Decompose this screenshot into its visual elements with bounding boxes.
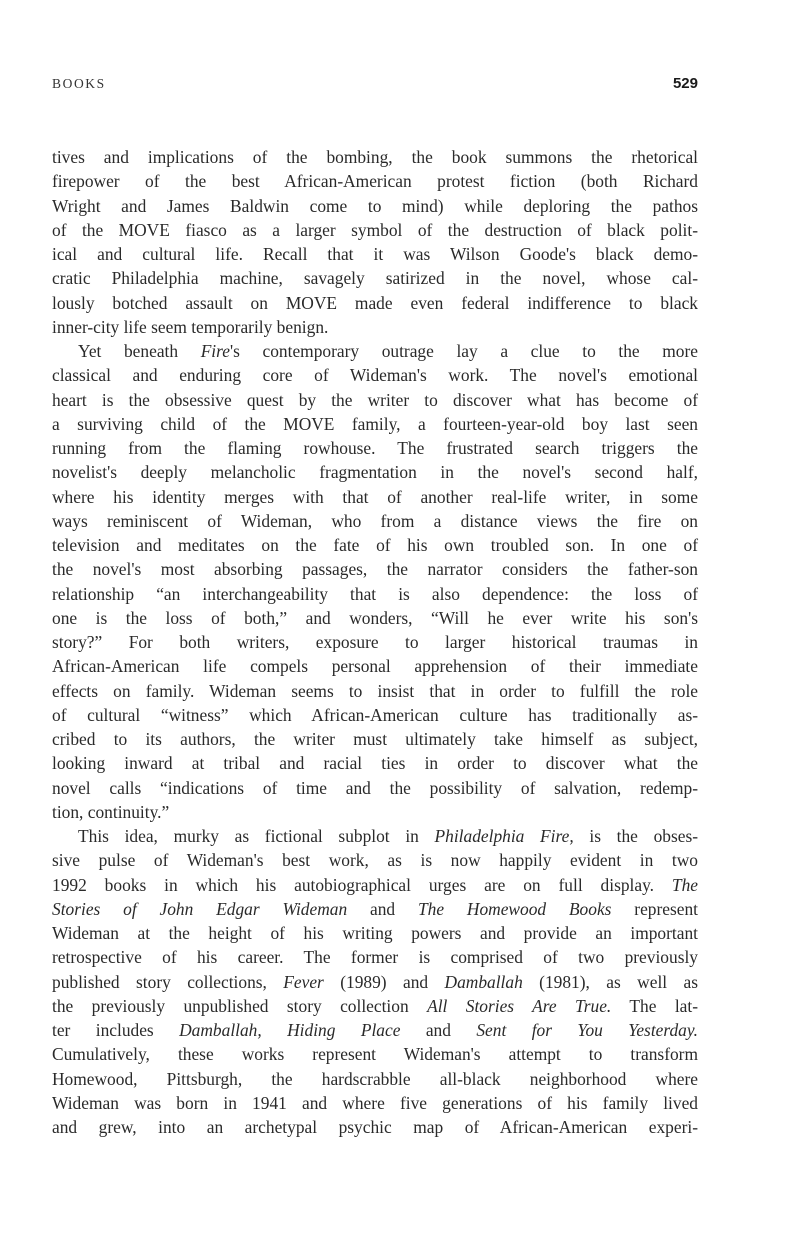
text-line <box>52 994 698 1018</box>
text-run: running from the flaming rowhouse. The frustrated search triggers the <box>52 438 698 458</box>
text-line <box>52 679 698 703</box>
text-run: of cultural “witness” which African-American culture has traditionally as- <box>52 704 698 725</box>
text-run: the previously unpublished story collection <box>52 995 428 1016</box>
text-line <box>52 460 698 484</box>
text-line <box>52 1091 698 1115</box>
text-line <box>52 412 698 436</box>
text-line <box>52 242 698 266</box>
text-run: where his identity merges with that of another real-life writer, in some <box>52 486 698 507</box>
text-line <box>52 897 698 921</box>
text-run: (1989) and <box>323 971 445 992</box>
text-line <box>52 606 698 630</box>
text-run: novelist's deeply melancholic fragmentation in the novel's second half, <box>52 462 698 483</box>
text-line <box>52 630 698 654</box>
italic-title: Stories of John Edgar Wideman <box>52 898 348 919</box>
text-run: Wideman at the height of his writing powers and provide an important <box>52 923 698 943</box>
text-line <box>52 218 698 242</box>
italic-title: The Homewood Books <box>417 898 612 919</box>
italic-title: Sent for You Yesterday. <box>476 1020 698 1040</box>
text-line <box>52 363 698 387</box>
text-run: and <box>347 898 418 919</box>
text-run: story?” For both writers, exposure to larger historical traumas in <box>52 632 698 652</box>
text-line <box>52 1042 698 1066</box>
text-run: The lat- <box>611 995 699 1016</box>
text-line <box>52 291 698 315</box>
page-header <box>52 76 698 96</box>
text-run: published story collections, <box>52 971 284 992</box>
text-run: looking inward at tribal and racial ties in order to discover what the <box>52 753 698 774</box>
italic-title: Fever <box>283 971 324 992</box>
text-line <box>52 824 698 848</box>
text-line <box>52 557 698 581</box>
text-run: cribed to its authors, the writer must ultimately take himself as subject, <box>52 729 698 749</box>
text-line <box>52 970 698 994</box>
text-line <box>52 1067 698 1091</box>
italic-title: The <box>671 874 698 895</box>
text-line <box>52 945 698 969</box>
text-line <box>52 727 698 751</box>
text-line <box>52 339 698 363</box>
text-line <box>52 1115 698 1139</box>
text-run: firepower of the best African-American protest fiction (both Richard <box>52 171 698 192</box>
text-run: classical and enduring core of Wideman's work. The novel's emotional <box>52 365 698 386</box>
text-line <box>52 533 698 557</box>
text-run: African-American life compels personal apprehension of their immediate <box>52 656 698 677</box>
text-run: the novel's most absorbing passages, the narrator considers the father-son <box>52 559 698 580</box>
text-run: lously botched assault on MOVE made even federal indifference to black <box>52 292 698 313</box>
text-line <box>52 873 698 897</box>
text-run: represent <box>611 898 699 919</box>
text-line <box>52 703 698 727</box>
text-run: Homewood, Pittsburgh, the hardscrabble all-black neighborhood where <box>52 1068 698 1089</box>
text-line <box>52 169 698 193</box>
italic-title: Fire <box>200 341 230 361</box>
text-line <box>52 485 698 509</box>
text-line <box>52 921 698 945</box>
text-line <box>52 582 698 606</box>
text-run: one is the loss of both,” and wonders, “Will he ever write his son's <box>52 607 698 628</box>
text-run: relationship “an interchangeability that is also dependence: the loss of <box>52 583 698 604</box>
text-run: Wideman was born in 1941 and where five generations of his family lived <box>52 1092 698 1113</box>
text-line <box>52 145 698 169</box>
italic-title: Damballah, Hiding Place <box>179 1020 401 1040</box>
text-run: heart is the obsessive quest by the writer to discover what has become of <box>52 389 698 410</box>
text-run: of the MOVE fiasco as a larger symbol of the destruction of black polit- <box>52 219 698 240</box>
text-run: (1981), as well as <box>522 971 698 992</box>
text-run: inner-city life seem temporarily benign. <box>52 316 329 337</box>
text-run: and grew, into an archetypal psychic map of African-American experi- <box>52 1117 698 1137</box>
text-line <box>52 266 698 290</box>
text-line <box>52 848 698 872</box>
text-run: Cumulatively, these works represent Wideman's attempt to transform <box>52 1044 698 1065</box>
text-run: and <box>400 1020 477 1040</box>
running-head: BOOKS <box>52 76 106 91</box>
text-run: tives and implications of the bombing, the book summons the rhetorical <box>52 147 698 167</box>
text-line <box>52 654 698 678</box>
text-run: ical and cultural life. Recall that it was Wilson Goode's black demo- <box>52 244 698 264</box>
text-run: 's contemporary outrage lay a clue to the more <box>229 341 698 361</box>
text-run: ter includes <box>52 1020 180 1040</box>
text-line <box>52 800 698 824</box>
text-line <box>52 194 698 218</box>
page-number: 529 <box>672 75 698 92</box>
text-line <box>52 751 698 775</box>
text-line <box>52 1018 698 1042</box>
text-run: a surviving child of the MOVE family, a fourteen-year-old boy last seen <box>52 413 698 434</box>
text-run: 1992 books in which his autobiographical urges are on full display. <box>52 874 672 895</box>
text-run: effects on family. Wideman seems to insist that in order to fulfill the role <box>52 680 698 701</box>
text-run: is the obses- <box>573 826 699 846</box>
text-line <box>52 315 698 339</box>
text-line <box>52 509 698 533</box>
text-line <box>52 388 698 412</box>
text-line <box>52 776 698 800</box>
text-line <box>52 436 698 460</box>
text-run: This idea, murky as fictional subplot in <box>78 826 435 846</box>
text-run: television and meditates on the fate of his own troubled son. In one of <box>52 535 698 555</box>
text-run: retrospective of his career. The former is comprised of two previously <box>52 947 698 968</box>
italic-title: Damballah <box>444 971 523 992</box>
text-run: Wright and James Baldwin come to mind) while deploring the pathos <box>52 195 698 216</box>
text-run: novel calls “indications of time and the possibility of salvation, redemp- <box>52 777 698 798</box>
text-run: cratic Philadelphia machine, savagely satirized in the novel, whose cal- <box>52 268 698 289</box>
italic-title: All Stories Are True. <box>427 995 612 1016</box>
text-run: tion, continuity.” <box>52 801 170 822</box>
text-run: ways reminiscent of Wideman, who from a distance views the fire on <box>52 510 698 531</box>
text-run: Yet beneath <box>78 341 201 361</box>
body-text <box>52 145 698 1139</box>
italic-title: Philadelphia Fire, <box>434 826 574 846</box>
text-run: sive pulse of Wideman's best work, as is now happily evident in two <box>52 850 698 871</box>
